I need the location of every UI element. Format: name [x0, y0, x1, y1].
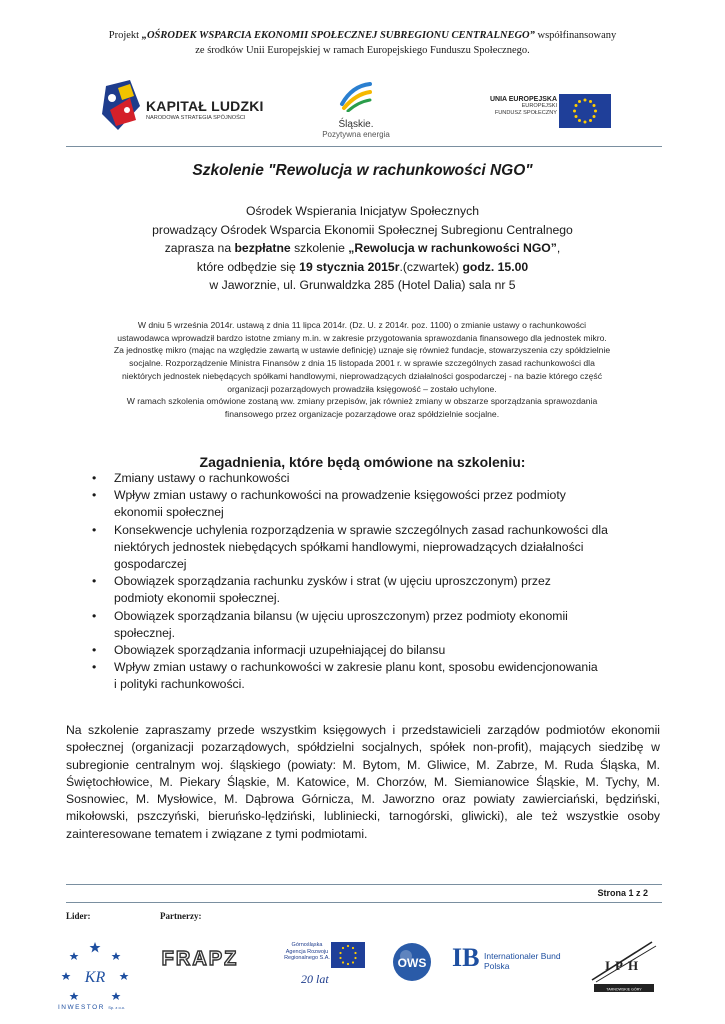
project-name: „OŚRODEK WSPARCIA EKONOMII SPOŁECZNEJ SUBREGIONU CENTRALNEGO”	[141, 30, 535, 41]
footer-divider	[66, 884, 662, 885]
inwestor-mark: KR	[84, 969, 106, 986]
ib-line2: Polska	[484, 961, 510, 971]
topic-item: • Wpływ zmian ustawy o rachunkowości w zakresie planu kont, sposobu ewidencjonowania i polityki rachunkowości.	[92, 660, 598, 692]
frapz-wordmark-icon	[152, 943, 248, 975]
slaskie-name: Śląskie.	[338, 119, 374, 130]
ows-emblem-icon	[392, 940, 432, 984]
garr-years: 20 lat	[301, 972, 329, 986]
project-header-line1: Projekt „OŚRODEK WSPARCIA EKONOMII SPOŁECZNEJ SUBREGIONU CENTRALNEGO” współfinansowany	[108, 30, 617, 41]
inwestor-name: INWESTOR Sp. z o.o.	[58, 1004, 126, 1011]
iph-logo	[586, 936, 660, 996]
project-header	[0, 28, 725, 58]
inwestor-emblem-icon	[58, 940, 132, 1014]
eu-flag-icon	[559, 94, 611, 128]
leader-label: Lider:	[66, 911, 91, 921]
invitation-block	[0, 202, 725, 295]
bullet-icon: •	[92, 643, 97, 658]
topics-list	[92, 470, 662, 694]
topics-heading: Zagadnienia, które będą omówione na szkoleniu:	[199, 454, 526, 470]
topic-item: • Obowiązek sporządzania informacji uzupełniającej do bilansu	[92, 642, 662, 659]
garr-flag-icon	[331, 942, 365, 968]
svg-text:IPH: IPH	[604, 958, 644, 973]
bullet-icon: •	[92, 574, 97, 589]
eu-line2: FUNDUSZ SPOŁECZNY	[494, 110, 557, 116]
intro-line-1: Ośrodek Wspierania Inicjatyw Społecznych	[245, 204, 479, 218]
paragraph-line: W dniu 5 września 2014r. ustawą z dnia 11 lipca 2014r. (Dz. U. z 2014r. poz. 1100) o zmianie ustawy o rachunkowości	[137, 320, 587, 330]
slaskie-tagline: Pozytywna energia	[322, 130, 390, 139]
frapz-logo	[152, 943, 248, 975]
topic-item: • Obowiązek sporządzania bilansu (w ujęciu uproszczonym) przez podmioty ekonomii społecznej.	[92, 608, 568, 640]
paragraph-line: socjalne. Rozporządzenie Ministra Finansów z dnia 15 listopada 2001 r. w sprawie szczególnych zasad rachunkowości dla	[129, 358, 595, 369]
intro-line-4: które odbędzie się 19 stycznia 2015r.(czwartek) godz. 15.00	[196, 259, 529, 274]
inwestor-logo	[58, 940, 132, 1014]
target-audience-paragraph: Na szkolenie zapraszamy przede wszystkim księgowych i przedstawicieli zarządów podmiotów ekonomii społecznej (organizacji pozarządowych, spółdzielni socjalnych, spółek non-profit), mających siedzibę w subregionie centralnym woj. śląskiego (powiaty: M. Bytom, M. Gliwice, M. Zabrze, M. Ruda Śląska, M. Świętochłowice, M. Piekary Śląskie, M. Katowice, M. Chorzów, M. Siemianowice Śląskie, M. Tychy, M. Sosnowiec, M. Mysłowice, M. Dąbrowa Górnicza, M. Jaworzno oraz powiaty zawierciański, będziński, mikołowski, pszczyński, bieruńsko-lędziński, lubliniecki, tarnogórski, gliwicki), ale też wszystkie osoby zainteresowane tematem i związane z tymi podmiotami.	[66, 723, 660, 841]
legal-background-paragraph	[60, 319, 664, 421]
partners-label: Partnerzy:	[160, 911, 202, 921]
paragraph-line: ustawodawca wprowadził bardzo istotne zmiany m.in. w zakresie przygotowania sprawozdania finansowego dla jednostek mikro.	[117, 332, 607, 343]
eu-title: UNIA EUROPEJSKA	[489, 96, 557, 103]
topic-item: • Zmiany ustawy o rachunkowości	[92, 470, 662, 487]
garr-line2: Agencja Rozwoju	[285, 948, 329, 955]
intro-line-2: prowadzący Ośrodek Wsparcia Ekonomii Społecznej Subregionu Centralnego	[152, 222, 573, 237]
bullet-icon: •	[92, 608, 97, 623]
eu-line1: EUROPEJSKI	[521, 103, 557, 109]
iph-emblem-icon	[586, 936, 660, 996]
intro-line-3: zaprasza na bezpłatne szkolenie „Rewolucja w rachunkowości NGO”,	[164, 241, 561, 255]
internationaler-bund-logo	[452, 943, 564, 979]
project-header-line2: ze środków Unii Europejskiej w ramach Europejskiego Funduszu Społecznego.	[195, 45, 530, 56]
eu-logo	[475, 94, 615, 130]
kapital-ludzki-emblem-icon	[100, 80, 144, 132]
kapital-ludzki-logo	[100, 80, 275, 132]
paragraph-line: organizacji pozarządowych prowadziła księgowość – zostało uchylone.	[227, 383, 497, 394]
document-title: Szkolenie "Rewolucja w rachunkowości NGO"	[192, 162, 533, 179]
paragraph-line: finansowego przez organizacje pozarządowe oraz spółdzielnie socjalne.	[224, 408, 500, 419]
ib-mark: IB	[452, 943, 480, 972]
paragraph-line: W ramach szkolenia omówione zostaną ww. zmiany przepisów, jak również zmiany w obszarze sporządzania sprawozdania	[126, 396, 598, 407]
kapital-ludzki-title: KAPITAŁ LUDZKI	[146, 98, 264, 114]
paragraph-line: niektórych jednostek niebędących spółkami handlowymi, nieprowadzących działalności gospodarczej - na bazie którego część	[121, 370, 603, 381]
bullet-icon: •	[92, 471, 97, 485]
paragraph-line: Za jednostkę mikro (mając na względzie zawartą w ustawie definicję) uznaje się również fundacje, stowarzyszenia czy spółdzielnie	[113, 345, 611, 356]
page-number: Strona 1 z 2	[597, 888, 648, 898]
footer-divider-lower	[66, 902, 662, 903]
topic-item: • Konsekwencje uchylenia rozporządzenia w sprawie szczególnych zasad rachunkowości dla niektórych jednostek niebędących spółkami handlowymi, nieprowadzących działalności gospodarczej	[92, 522, 608, 572]
garr-logo	[283, 940, 367, 990]
topic-item: • Obowiązek sporządzania rachunku zysków i strat (w ujęciu uproszczonym) przez podmioty ekonomii społecznej.	[92, 574, 551, 606]
svg-text:FRAPZ: FRAPZ	[161, 948, 239, 970]
ows-logo	[392, 940, 432, 984]
svg-text:OWS: OWS	[397, 956, 427, 970]
svg-text:TARNOWSKIE GÓRY: TARNOWSKIE GÓRY	[606, 987, 642, 992]
garr-line3: Regionalnego S.A.	[284, 955, 330, 961]
kapital-ludzki-subtitle: NARODOWA STRATEGIA SPÓJNOŚCI	[146, 115, 246, 121]
topic-item: • Wpływ zmian ustawy o rachunkowości na prowadzenie księgowości przez podmioty ekonomii społecznej	[92, 488, 566, 520]
garr-line1: Górnośląska	[291, 942, 323, 948]
slaskie-swirl-icon	[338, 80, 374, 112]
intro-line-5: w Jaworznie, ul. Grunwaldzka 285 (Hotel Dalia) sala nr 5	[209, 278, 516, 292]
bullet-icon: •	[92, 660, 97, 675]
ib-line1: Internationaler Bund	[484, 951, 561, 961]
slaskie-logo	[316, 80, 396, 140]
bullet-icon: •	[92, 522, 97, 537]
bullet-icon: •	[92, 488, 97, 503]
header-divider	[66, 146, 662, 147]
